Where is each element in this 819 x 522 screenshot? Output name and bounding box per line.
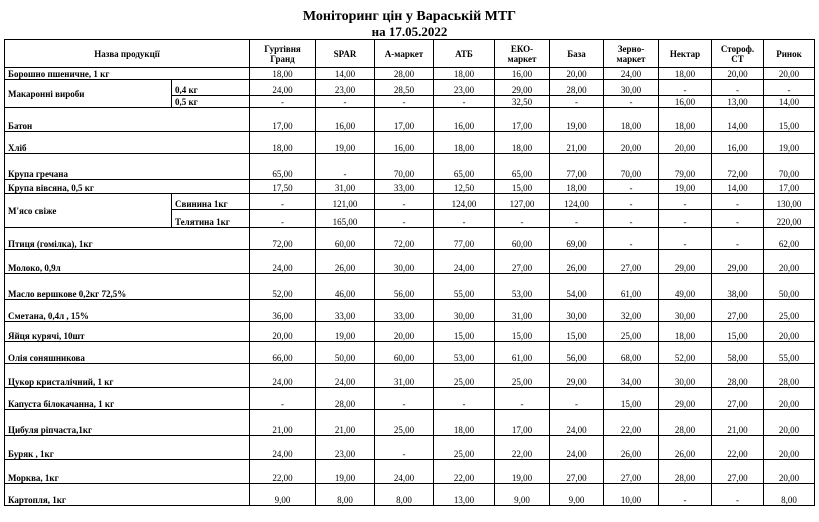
price-cell: 52,00 [250, 274, 316, 300]
price-cell: 20,00 [764, 250, 815, 274]
price-cell: 22,00 [495, 436, 550, 460]
price-cell: - [550, 210, 604, 228]
product-name: Батон [5, 108, 250, 132]
price-cell: 24,00 [250, 80, 316, 96]
price-cell: - [604, 96, 659, 108]
price-cell: 15,00 [495, 322, 550, 342]
price-cell: 26,00 [550, 250, 604, 274]
price-cell: 31,00 [316, 180, 375, 194]
price-cell: 56,00 [550, 342, 604, 364]
price-cell: 28,00 [659, 410, 712, 436]
price-cell: 29,00 [495, 80, 550, 96]
price-cell: 55,00 [434, 274, 495, 300]
price-cell: - [375, 436, 434, 460]
price-cell: - [604, 210, 659, 228]
price-cell: 28,00 [316, 388, 375, 410]
price-cell: - [495, 388, 550, 410]
price-cell: - [495, 210, 550, 228]
price-cell: - [712, 210, 764, 228]
price-cell: 77,00 [434, 228, 495, 250]
price-cell: 19,00 [316, 460, 375, 484]
price-cell: 70,00 [375, 154, 434, 180]
price-cell: 65,00 [434, 154, 495, 180]
price-cell: 27,00 [495, 250, 550, 274]
price-cell: 27,00 [712, 300, 764, 322]
price-cell: 18,00 [434, 132, 495, 154]
price-cell: 130,00 [764, 194, 815, 210]
product-name: Цибуля ріпчаста,1кг [5, 410, 250, 436]
price-cell: 16,00 [495, 68, 550, 80]
price-cell: 20,00 [712, 68, 764, 80]
product-name: Яйця курячі, 10шт [5, 322, 250, 342]
price-cell: 72,00 [712, 154, 764, 180]
price-cell: 15,00 [434, 322, 495, 342]
product-name: Картопля, 1кг [5, 484, 250, 506]
price-cell: - [712, 228, 764, 250]
product-name: Макаронні вироби [5, 80, 172, 108]
product-name: М'ясо свіже [5, 194, 172, 228]
price-cell: 24,00 [550, 410, 604, 436]
price-cell: 18,00 [550, 180, 604, 194]
price-cell: 124,00 [434, 194, 495, 210]
price-cell: - [434, 210, 495, 228]
price-cell: 32,50 [495, 96, 550, 108]
price-cell: 21,00 [712, 410, 764, 436]
price-cell: 25,00 [375, 410, 434, 436]
price-cell: - [659, 194, 712, 210]
price-cell: 20,00 [764, 322, 815, 342]
price-cell: 23,00 [434, 80, 495, 96]
price-cell: 9,00 [550, 484, 604, 506]
price-cell: - [659, 484, 712, 506]
price-cell: 34,00 [604, 364, 659, 388]
price-cell: 69,00 [550, 228, 604, 250]
price-cell: - [712, 484, 764, 506]
price-cell: - [712, 80, 764, 96]
price-cell: 33,00 [375, 300, 434, 322]
price-cell: 60,00 [495, 228, 550, 250]
price-cell: 20,00 [659, 132, 712, 154]
price-cell: 33,00 [375, 180, 434, 194]
price-cell: - [375, 388, 434, 410]
price-cell: 24,00 [434, 250, 495, 274]
price-cell: 27,00 [604, 250, 659, 274]
price-cell: - [550, 96, 604, 108]
price-cell: 53,00 [434, 342, 495, 364]
price-cell: 20,00 [764, 68, 815, 80]
table-body [5, 68, 815, 506]
product-variant: 0,4 кг [172, 80, 250, 96]
price-cell: 8,00 [764, 484, 815, 506]
price-cell: - [375, 194, 434, 210]
price-cell: 31,00 [375, 364, 434, 388]
price-cell: 19,00 [550, 108, 604, 132]
price-cell: 124,00 [550, 194, 604, 210]
price-cell: 16,00 [375, 132, 434, 154]
product-name: Крупа вівсяна, 0,5 кг [5, 180, 250, 194]
price-cell: 29,00 [659, 388, 712, 410]
header-product: Назва продукції [5, 40, 250, 68]
price-cell: 65,00 [250, 154, 316, 180]
price-cell: 23,00 [316, 80, 375, 96]
price-cell: 24,00 [250, 364, 316, 388]
price-cell: 10,00 [604, 484, 659, 506]
price-cell: 20,00 [550, 68, 604, 80]
price-cell: 18,00 [495, 132, 550, 154]
product-name: Буряк , 1кг [5, 436, 250, 460]
price-cell: 28,00 [375, 68, 434, 80]
price-cell: - [250, 210, 316, 228]
price-table [4, 39, 815, 506]
price-cell: 121,00 [316, 194, 375, 210]
price-cell: 60,00 [375, 342, 434, 364]
price-cell: 17,50 [250, 180, 316, 194]
price-cell: 70,00 [604, 154, 659, 180]
price-cell: 16,00 [316, 108, 375, 132]
price-cell: 30,00 [550, 300, 604, 322]
price-cell: 14,00 [764, 96, 815, 108]
header-store: Стороф. СТ [712, 40, 764, 68]
table-row [5, 194, 815, 210]
price-cell: 24,00 [250, 436, 316, 460]
price-cell: 13,00 [712, 96, 764, 108]
price-cell: 27,00 [550, 460, 604, 484]
price-cell: 30,00 [659, 364, 712, 388]
price-cell: 14,00 [316, 68, 375, 80]
price-cell: 17,00 [495, 108, 550, 132]
price-cell: 15,00 [764, 108, 815, 132]
price-cell: - [712, 194, 764, 210]
header-store: База [550, 40, 604, 68]
price-cell: 17,00 [764, 180, 815, 194]
header-store: А-маркет [375, 40, 434, 68]
price-cell: 29,00 [712, 250, 764, 274]
table-row [5, 108, 815, 132]
price-cell: 21,00 [550, 132, 604, 154]
price-cell: 30,00 [375, 250, 434, 274]
price-cell: - [250, 96, 316, 108]
price-cell: 28,00 [764, 364, 815, 388]
table-row [5, 274, 815, 300]
price-cell: 8,00 [316, 484, 375, 506]
price-cell: 72,00 [375, 228, 434, 250]
price-cell: 9,00 [250, 484, 316, 506]
price-cell: - [434, 96, 495, 108]
price-cell: 38,00 [712, 274, 764, 300]
price-cell: 165,00 [316, 210, 375, 228]
price-cell: 16,00 [659, 96, 712, 108]
header-store: Нектар [659, 40, 712, 68]
price-cell: 19,00 [764, 132, 815, 154]
price-cell: - [375, 96, 434, 108]
price-cell: 52,00 [659, 342, 712, 364]
price-cell: 18,00 [250, 68, 316, 80]
price-cell: 24,00 [375, 460, 434, 484]
price-cell: 70,00 [764, 154, 815, 180]
price-cell: 66,00 [250, 342, 316, 364]
price-cell: 28,00 [712, 364, 764, 388]
price-cell: 22,00 [604, 410, 659, 436]
price-cell: 20,00 [764, 410, 815, 436]
price-cell: 18,00 [659, 322, 712, 342]
header-store: АТБ [434, 40, 495, 68]
header-store: Ринок [764, 40, 815, 68]
price-cell: 20,00 [764, 388, 815, 410]
price-cell: 17,00 [495, 410, 550, 436]
price-cell: 58,00 [712, 342, 764, 364]
table-row [5, 180, 815, 194]
price-cell: 27,00 [712, 460, 764, 484]
price-cell: 220,00 [764, 210, 815, 228]
price-cell: - [659, 80, 712, 96]
price-cell: 72,00 [250, 228, 316, 250]
table-row [5, 228, 815, 250]
price-cell: 28,00 [659, 460, 712, 484]
price-cell: 29,00 [550, 364, 604, 388]
table-row [5, 436, 815, 460]
table-row [5, 250, 815, 274]
price-cell: - [604, 180, 659, 194]
price-cell: 18,00 [250, 132, 316, 154]
price-cell: 15,00 [712, 322, 764, 342]
price-cell: 32,00 [604, 300, 659, 322]
price-cell: 19,00 [495, 460, 550, 484]
price-cell: 25,00 [434, 364, 495, 388]
price-cell: 61,00 [604, 274, 659, 300]
document-title: Моніторинг цін у Вараській МТГ [302, 9, 517, 24]
price-cell: 15,00 [550, 322, 604, 342]
price-cell: 18,00 [434, 410, 495, 436]
price-cell: 68,00 [604, 342, 659, 364]
price-cell: - [250, 194, 316, 210]
price-cell: 60,00 [316, 228, 375, 250]
price-cell: 18,00 [434, 68, 495, 80]
header-store: Зерно-маркет [604, 40, 659, 68]
price-cell: - [659, 210, 712, 228]
price-cell: 28,00 [550, 80, 604, 96]
price-cell: 49,00 [659, 274, 712, 300]
price-cell: - [316, 154, 375, 180]
price-cell: 8,00 [375, 484, 434, 506]
price-cell: 16,00 [712, 132, 764, 154]
price-cell: 36,00 [250, 300, 316, 322]
price-cell: - [659, 228, 712, 250]
price-cell: 21,00 [250, 410, 316, 436]
price-cell: 50,00 [316, 342, 375, 364]
price-cell: 25,00 [764, 300, 815, 322]
product-name: Масло вершкове 0,2кг 72,5% [5, 274, 250, 300]
price-cell: 19,00 [659, 180, 712, 194]
price-cell: 14,00 [712, 180, 764, 194]
price-cell: 30,00 [434, 300, 495, 322]
price-cell: 24,00 [604, 68, 659, 80]
price-cell: 19,00 [316, 322, 375, 342]
price-cell: 26,00 [659, 436, 712, 460]
product-variant: Телятина 1кг [172, 210, 250, 228]
product-name: Олія соняшникова [5, 342, 250, 364]
price-cell: - [434, 388, 495, 410]
table-row [5, 364, 815, 388]
price-cell: 20,00 [604, 132, 659, 154]
table-row [5, 154, 815, 180]
price-cell: 17,00 [375, 108, 434, 132]
product-name: Морква, 1кг [5, 460, 250, 484]
product-name: Сметана, 0,4л , 15% [5, 300, 250, 322]
price-cell: 21,00 [316, 410, 375, 436]
price-cell: 24,00 [250, 250, 316, 274]
price-cell: 62,00 [764, 228, 815, 250]
price-cell: 20,00 [764, 436, 815, 460]
price-cell: 18,00 [659, 68, 712, 80]
price-cell: 20,00 [764, 460, 815, 484]
header-store: ЕКО-маркет [495, 40, 550, 68]
document-date: на 17.05.2022 [371, 24, 448, 39]
price-cell: 22,00 [712, 436, 764, 460]
product-name: Цукор кристалічний, 1 кг [5, 364, 250, 388]
price-cell: 54,00 [550, 274, 604, 300]
price-cell: 26,00 [604, 436, 659, 460]
price-cell: - [604, 194, 659, 210]
price-cell: 26,00 [316, 250, 375, 274]
price-cell: 18,00 [604, 108, 659, 132]
price-cell: 55,00 [764, 342, 815, 364]
table-row [5, 322, 815, 342]
price-cell: 20,00 [375, 322, 434, 342]
price-cell: 15,00 [604, 388, 659, 410]
table-row [5, 132, 815, 154]
price-cell: 13,00 [434, 484, 495, 506]
price-cell: 9,00 [495, 484, 550, 506]
table-row [5, 460, 815, 484]
price-cell: 24,00 [316, 364, 375, 388]
price-cell: 14,00 [712, 108, 764, 132]
price-cell: 20,00 [250, 322, 316, 342]
price-cell: 18,00 [659, 108, 712, 132]
price-cell: 22,00 [434, 460, 495, 484]
table-row [5, 410, 815, 436]
price-cell: 19,00 [316, 132, 375, 154]
price-cell: - [604, 228, 659, 250]
price-cell: 27,00 [712, 388, 764, 410]
product-name: Крупа гречана [5, 154, 250, 180]
price-cell: 29,00 [659, 250, 712, 274]
table-row [5, 484, 815, 506]
price-cell: 33,00 [316, 300, 375, 322]
price-cell: 127,00 [495, 194, 550, 210]
table-row [5, 80, 815, 96]
price-cell: 77,00 [550, 154, 604, 180]
price-cell: 53,00 [495, 274, 550, 300]
table-row [5, 300, 815, 322]
price-cell: 30,00 [659, 300, 712, 322]
header-store: SPAR [316, 40, 375, 68]
price-cell: 24,00 [550, 436, 604, 460]
product-name: Капуста білокачанна, 1 кг [5, 388, 250, 410]
price-cell: 15,00 [495, 180, 550, 194]
price-cell: 23,00 [316, 436, 375, 460]
price-cell: 22,00 [250, 460, 316, 484]
price-cell: 50,00 [764, 274, 815, 300]
table-row [5, 388, 815, 410]
price-cell: - [550, 388, 604, 410]
product-variant: 0,5 кг [172, 96, 250, 108]
price-cell: 46,00 [316, 274, 375, 300]
price-cell: 25,00 [604, 322, 659, 342]
price-cell: - [375, 210, 434, 228]
price-cell: - [316, 96, 375, 108]
price-cell: 30,00 [604, 80, 659, 96]
price-cell: 65,00 [495, 154, 550, 180]
table-row [5, 342, 815, 364]
product-name: Птиця (гомілка), 1кг [5, 228, 250, 250]
product-variant: Свинина 1кг [172, 194, 250, 210]
product-name: Борошно пшеничне, 1 кг [5, 68, 250, 80]
product-name: Хліб [5, 132, 250, 154]
price-cell: 25,00 [495, 364, 550, 388]
price-cell: 31,00 [495, 300, 550, 322]
table-row [5, 68, 815, 80]
price-cell: 12,50 [434, 180, 495, 194]
price-cell: 27,00 [604, 460, 659, 484]
price-cell: 28,50 [375, 80, 434, 96]
price-cell: 79,00 [659, 154, 712, 180]
price-cell: 17,00 [250, 108, 316, 132]
price-cell: - [764, 80, 815, 96]
product-name: Молоко, 0,9л [5, 250, 250, 274]
price-cell: 25,00 [434, 436, 495, 460]
price-cell: 56,00 [375, 274, 434, 300]
price-cell: 16,00 [434, 108, 495, 132]
header-store: Гуртівня Гранд [250, 40, 316, 68]
header-row [5, 40, 815, 68]
price-cell: 61,00 [495, 342, 550, 364]
price-cell: - [250, 388, 316, 410]
